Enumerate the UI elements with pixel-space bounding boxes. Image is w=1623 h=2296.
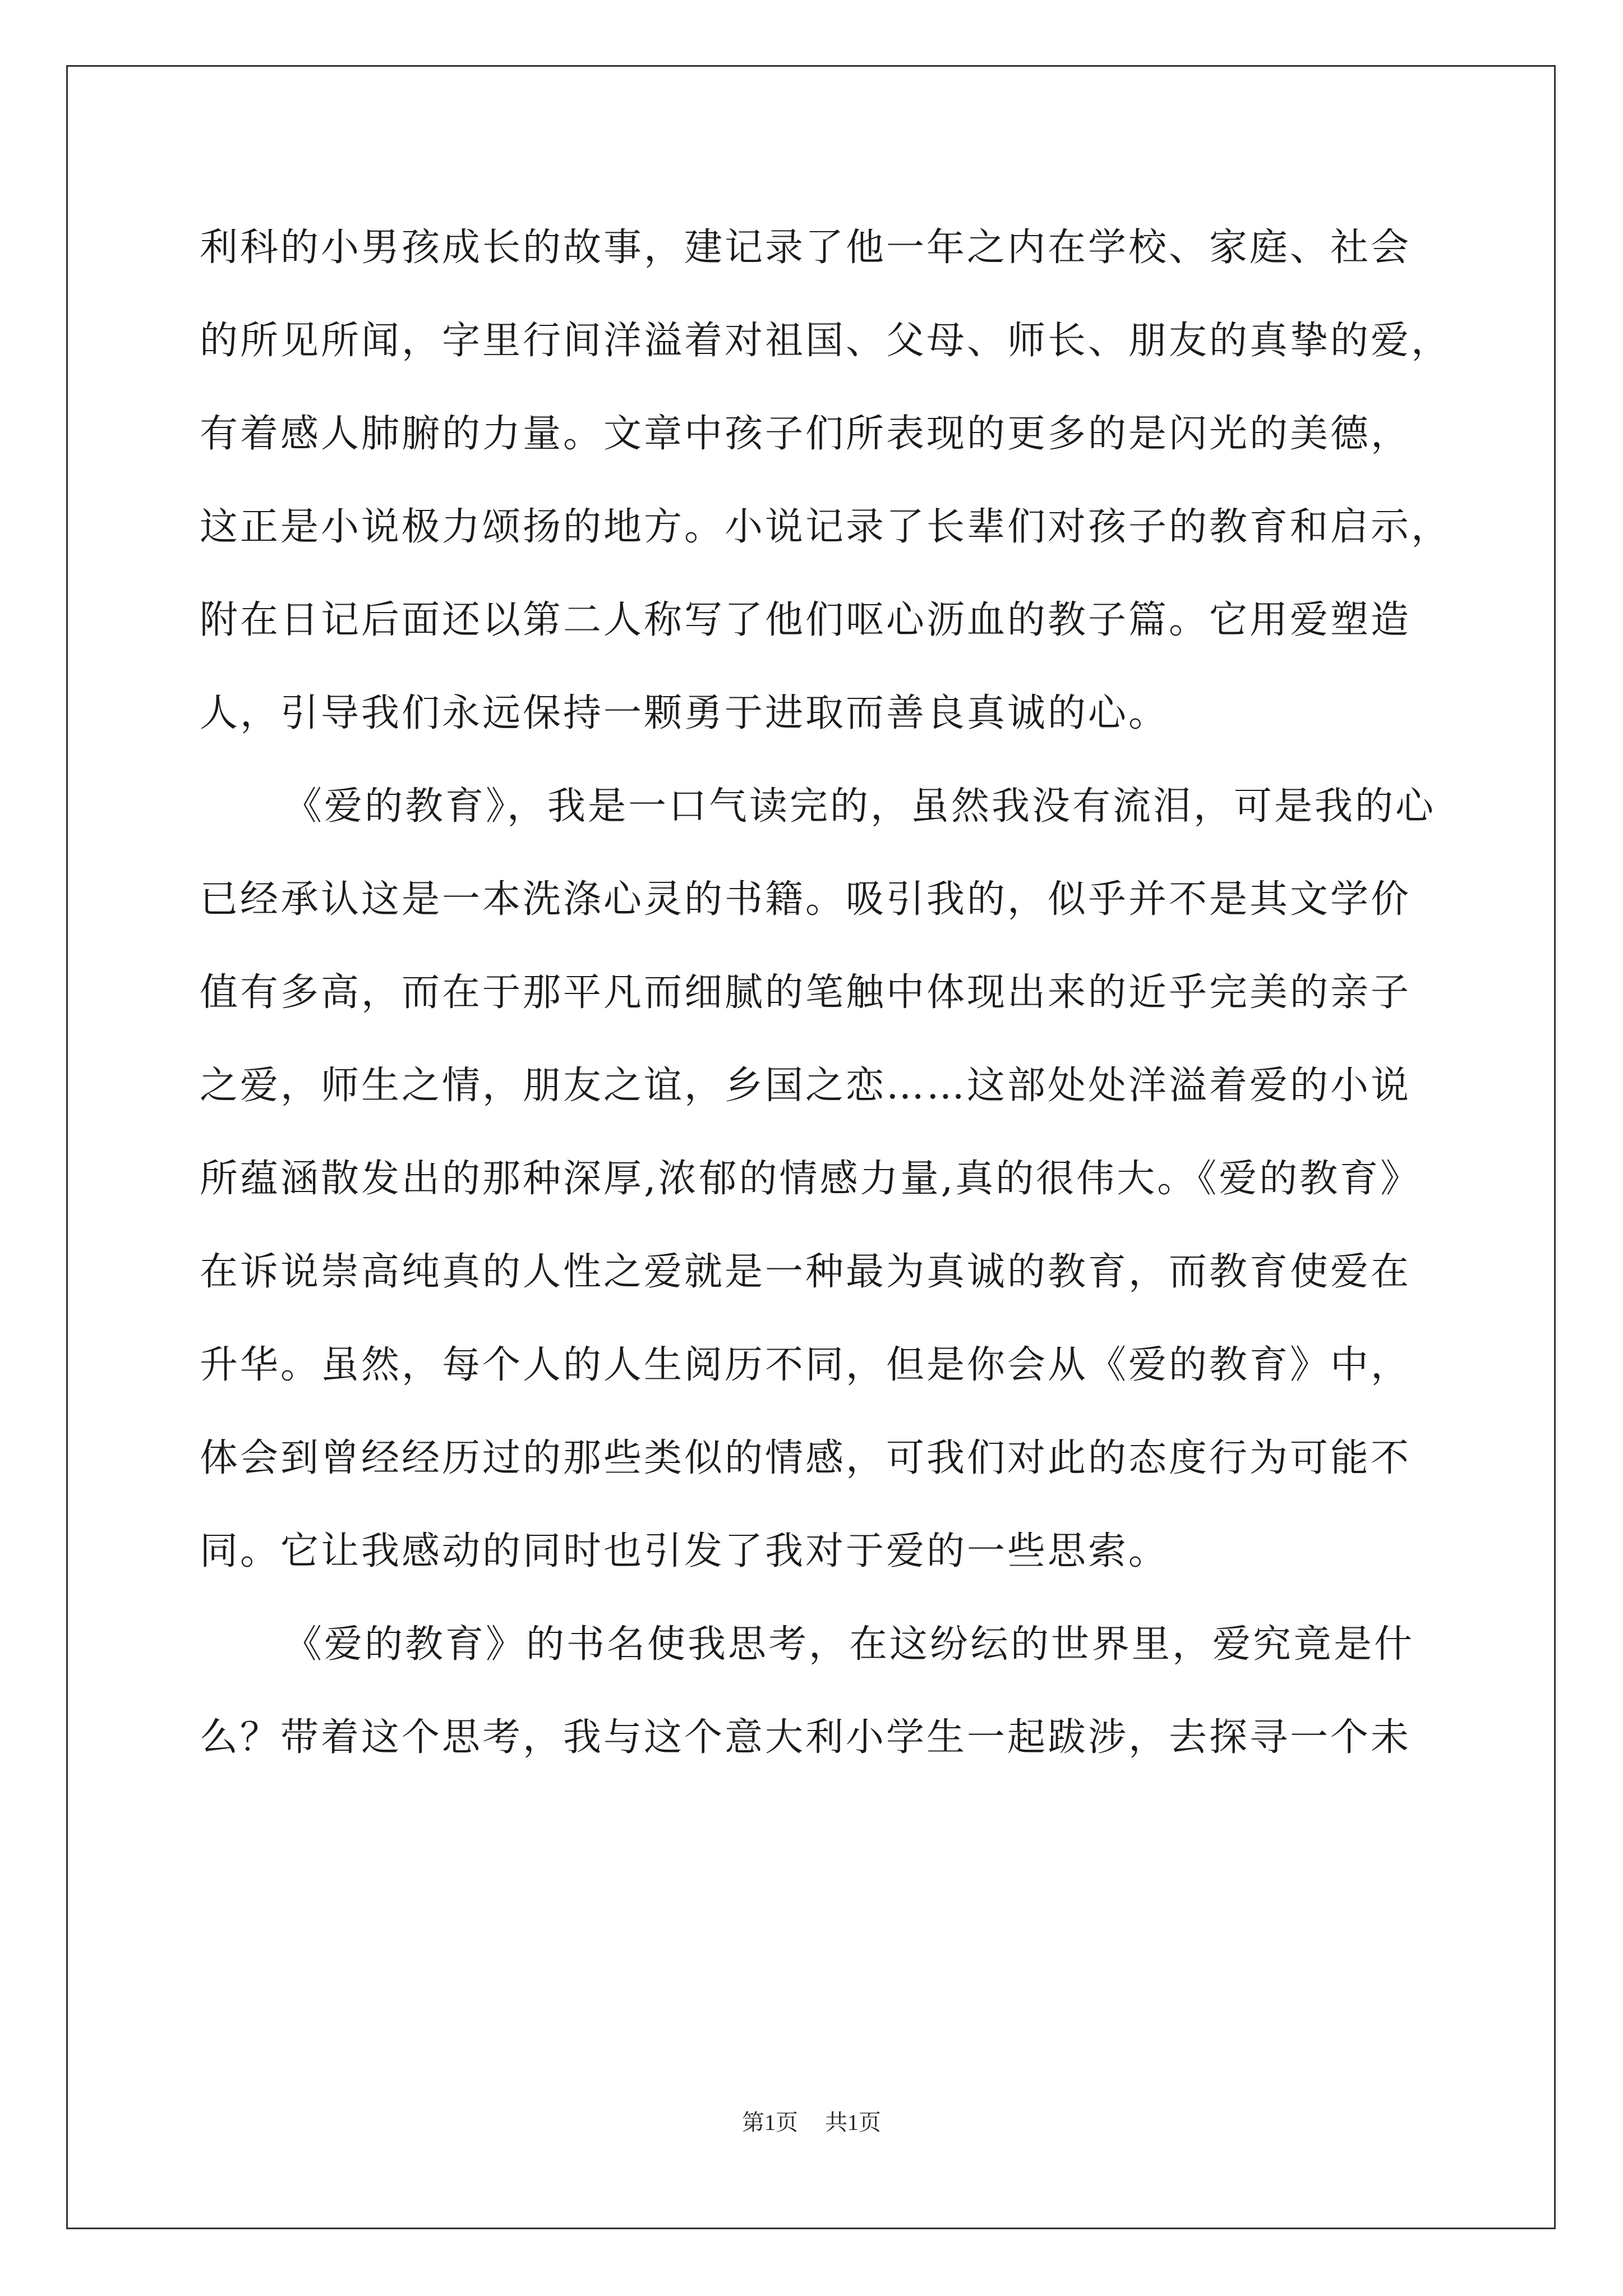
text-line: 已经承认这是一本洗涤心灵的书籍。吸引我的，似乎并不是其文学价 — [200, 877, 1412, 922]
text-line: 在诉说崇高纯真的人性之爱就是一种最为真诚的教育，而教育使爱在 — [200, 1250, 1412, 1294]
document-body — [200, 213, 1456, 1796]
text-line-paragraph-start: 《爱的教育》，我是一口气读完的，虽然我没有流泪，可是我的心 — [284, 784, 1436, 829]
page-total: 共1页 — [825, 2110, 881, 2135]
text-line: 么？带着这个思考，我与这个意大利小学生一起跋涉，去探寻一个未 — [200, 1715, 1412, 1760]
text-line: 同。它让我感动的同时也引发了我对于爱的一些思索。 — [200, 1529, 1169, 1573]
text-line: 值有多高，而在于那平凡而细腻的笔触中体现出来的近乎完美的亲子 — [200, 970, 1412, 1015]
page-number: 第1页 — [742, 2110, 798, 2135]
text-line: 附在日记后面还以第二人称写了他们呕心沥血的教子篇。它用爱塑造 — [200, 598, 1412, 642]
text-line: 体会到曾经经历过的那些类似的情感，可我们对此的态度行为可能不 — [200, 1436, 1412, 1480]
text-line: 所蕴涵散发出的那种深厚,浓郁的情感力量,真的很伟大。《爱的教育》 — [200, 1157, 1421, 1201]
text-line: 有着感人肺腑的力量。文章中孩子们所表现的更多的是闪光的美德， — [200, 412, 1412, 456]
text-line: 人，引导我们永远保持一颗勇于进取而善良真诚的心。 — [200, 691, 1169, 735]
text-line: 利科的小男孩成长的故事，建记录了他一年之内在学校、家庭、社会 — [200, 226, 1412, 270]
page-footer — [0, 2105, 1623, 2137]
text-line: 升华。虽然，每个人的人生阅历不同，但是你会从《爱的教育》中， — [200, 1343, 1412, 1387]
text-line: 这正是小说极力颂扬的地方。小说记录了长辈们对孩子的教育和启示， — [200, 505, 1452, 549]
text-line-paragraph-start: 《爱的教育》的书名使我思考，在这纷纭的世界里，爱究竟是什 — [284, 1622, 1415, 1667]
text-line: 之爱，师生之情，朋友之谊，乡国之恋……这部处处洋溢着爱的小说 — [200, 1064, 1412, 1108]
text-line: 的所见所闻，字里行间洋溢着对祖国、父母、师长、朋友的真挚的爱， — [200, 319, 1452, 363]
